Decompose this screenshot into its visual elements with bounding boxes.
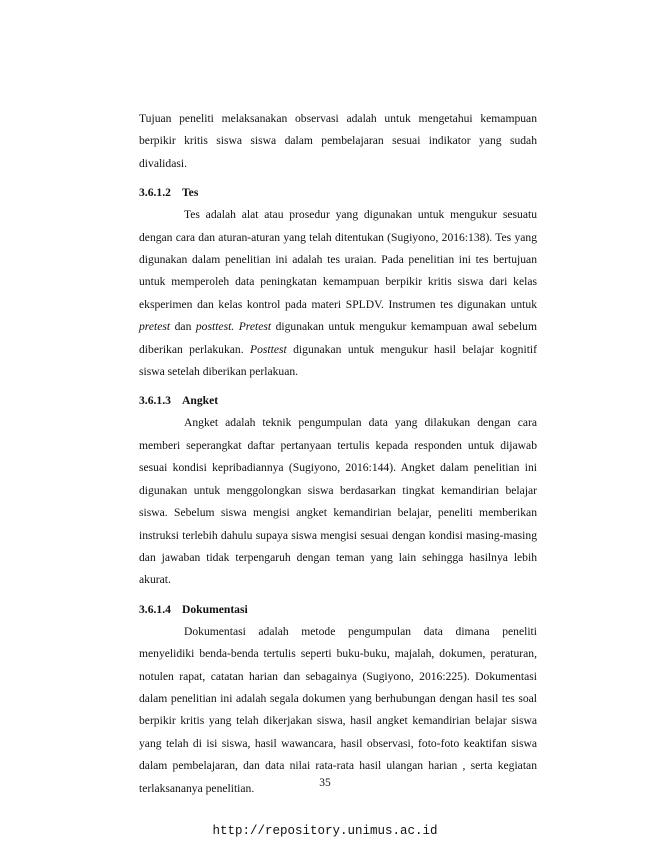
tes-italic-posttest: Posttest xyxy=(250,342,287,356)
page-number: 35 xyxy=(319,777,331,789)
page-content xyxy=(139,108,537,800)
tes-text-3: digunakan untuk mengukur kemampuan awal sebelum diberikan perlakukan. xyxy=(139,320,537,356)
tes-paragraph xyxy=(139,204,537,383)
section-title: Dokumentasi xyxy=(182,602,248,616)
footer-url[interactable]: http://repository.unimus.ac.id xyxy=(212,824,438,838)
angket-paragraph: Angket adalah teknik pengumpulan data yang dilakukan dengan cara memberi seperangkat daftar pertanyaan tertulis kepada responden untuk dijawab sesuai kondisi kepribadiannya (Sugiyono, 2016:144). Angket dalam penelitian ini digunakan untuk menggolongkan siswa berdasarkan tingkat kemandirian belajar siswa. Sebelum siswa mengisi angket kemandirian belajar, peneliti memberikan instruksi terlebih dahulu supaya siswa mengisi sesuai dengan kondisi masing-masing dan jawaban tidak terpengaruh dengan teman yang lain sehingga hasilnya lebih akurat. xyxy=(139,416,537,587)
section-heading-dokumentasi xyxy=(139,599,537,621)
section-title: Tes xyxy=(182,186,199,200)
tes-text-1: Tes adalah alat atau prosedur yang digunakan untuk mengukur sesuatu dengan cara dan aturan-aturan yang telah ditentukan (Sugiyono, 2016:138). Tes yang digunakan dalam penelitian ini adalah tes uraian. Pada penelitian ini tes bertujuan untuk memperoleh data peningkatan kemampuan berpikir kritis siswa dari kelas eksperimen dan kelas kontrol pada materi SPLDV. Instrumen tes digunakan untuk xyxy=(139,208,537,311)
section-number: 3.6.1.2 xyxy=(139,186,171,200)
section-heading-tes xyxy=(139,182,537,204)
section-title: Angket xyxy=(182,394,219,408)
tes-text-2: dan xyxy=(170,320,196,334)
section-number: 3.6.1.3 xyxy=(139,394,171,408)
dokumentasi-paragraph: Dokumentasi adalah metode pengumpulan data dimana peneliti menyelidiki benda-benda tertulis seperti buku-buku, majalah, dokumen, peraturan, notulen rapat, catatan harian dan sebagainya (Sugiyono, 2016:225). Dokumentasi dalam penelitian ini adalah segala dokumen yang berhubungan dengan hasil tes soal berpikir kritis yang telah dikerjakan siswa, hasil angket kemandirian belajar siswa yang telah di isi siswa, hasil wawancara, hasil observasi, foto-foto keaktifan siswa dalam pembelajaran, dan data nilai rata-rata hasil ulangan harian , serta kegiatan terlaksananya penelitian. xyxy=(139,624,537,795)
section-number: 3.6.1.4 xyxy=(139,602,171,616)
tes-italic-pretest: pretest xyxy=(139,320,171,334)
tes-italic-posttest-pretest: posttest. Pretest xyxy=(195,320,272,334)
tes-text-4: digunakan untuk mengukur hasil belajar kognitif siswa setelah diberikan perlakuan. xyxy=(139,342,538,379)
section-heading-angket xyxy=(139,390,537,412)
intro-paragraph: Tujuan peneliti melaksanakan observasi adalah untuk mengetahui kemampuan berpikir kritis siswa siswa dalam pembelajaran sesuai indikator yang sudah divalidasi. xyxy=(139,112,537,170)
